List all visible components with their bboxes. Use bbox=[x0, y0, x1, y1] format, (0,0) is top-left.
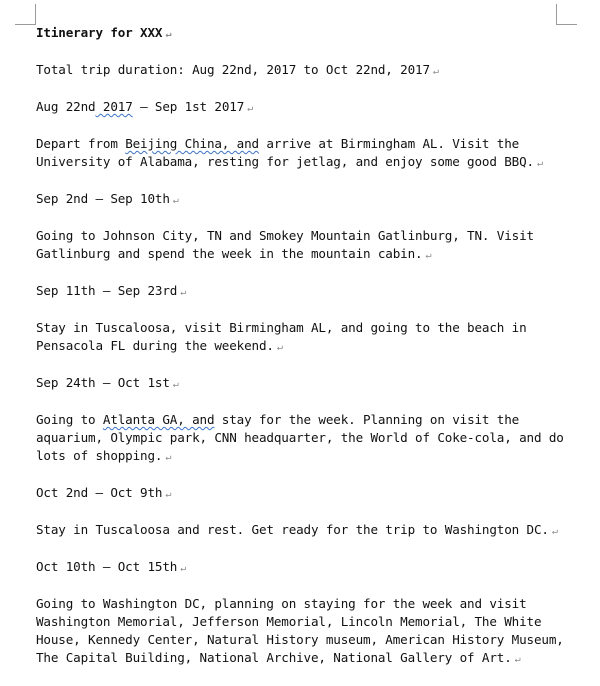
paragraph-mark: ↵ bbox=[180, 287, 187, 298]
date-range-3[interactable]: Sep 11th – Sep 23rd ↵ bbox=[36, 283, 187, 298]
spellcheck-underline: 2017 bbox=[95, 99, 133, 114]
date-range-1[interactable]: Aug 22nd 2017 – Sep 1st 2017 ↵ bbox=[36, 99, 253, 114]
date-range-2[interactable]: Sep 2nd – Sep 10th ↵ bbox=[36, 191, 179, 206]
paragraph-mark: ↵ bbox=[514, 654, 521, 665]
document-title[interactable]: Itinerary for XXX ↵ bbox=[36, 25, 172, 40]
paragraph-mark: ↵ bbox=[165, 29, 172, 40]
itinerary-paragraph-5[interactable]: Stay in Tuscaloosa and rest. Get ready for the trip to Washington DC. ↵ bbox=[36, 522, 558, 537]
paragraph-mark: ↵ bbox=[172, 379, 179, 390]
itinerary-paragraph-6[interactable]: Going to Washington DC, planning on staying for the week and visit Washington Memorial, Jefferson Memorial, Lincoln Memorial, The White House, Kennedy Center, Natural History museum, American History Museum, The Capital Building, National Archive, National Gallery of Art. ↵ bbox=[36, 596, 564, 665]
paragraph-mark: ↵ bbox=[165, 452, 172, 463]
paragraph-mark: ↵ bbox=[432, 66, 439, 77]
page-corner-mark-top-right bbox=[556, 4, 577, 25]
itinerary-paragraph-1[interactable]: Depart from Beijing China, and arrive at Birmingham AL. Visit the University of Alabama, resting for jetlag, and enjoy some good BBQ. ↵ bbox=[36, 136, 543, 169]
paragraph-mark: ↵ bbox=[276, 342, 283, 353]
document-page bbox=[36, 24, 576, 686]
paragraph-mark: ↵ bbox=[172, 195, 179, 206]
trip-duration-paragraph[interactable]: Total trip duration: Aug 22nd, 2017 to Oct 22nd, 2017 ↵ bbox=[36, 62, 439, 77]
itinerary-paragraph-4[interactable]: Going to Atlanta GA, and stay for the week. Planning on visit the aquarium, Olympic park, CNN headquarter, the World of Coke-cola, and do lots of shopping. ↵ bbox=[36, 412, 564, 463]
date-range-6[interactable]: Oct 10th – Oct 15th ↵ bbox=[36, 559, 187, 574]
page-corner-mark-top-left bbox=[15, 4, 36, 25]
paragraph-mark: ↵ bbox=[551, 526, 558, 537]
paragraph-mark: ↵ bbox=[425, 250, 432, 261]
spellcheck-underline: Beijing China, and bbox=[125, 136, 259, 151]
paragraph-mark: ↵ bbox=[165, 489, 172, 500]
date-range-4[interactable]: Sep 24th – Oct 1st ↵ bbox=[36, 375, 179, 390]
paragraph-mark: ↵ bbox=[247, 103, 253, 114]
paragraph-mark: ↵ bbox=[180, 563, 187, 574]
itinerary-paragraph-3[interactable]: Stay in Tuscaloosa, visit Birmingham AL, and going to the beach in Pensacola FL during the weekend. ↵ bbox=[36, 320, 527, 353]
paragraph-mark: ↵ bbox=[536, 158, 543, 169]
spellcheck-underline: Atlanta GA, and bbox=[102, 412, 215, 427]
itinerary-paragraph-2[interactable]: Going to Johnson City, TN and Smokey Mountain Gatlinburg, TN. Visit Gatlinburg and spend the week in the mountain cabin. ↵ bbox=[36, 228, 534, 261]
date-range-5[interactable]: Oct 2nd – Oct 9th ↵ bbox=[36, 485, 172, 500]
